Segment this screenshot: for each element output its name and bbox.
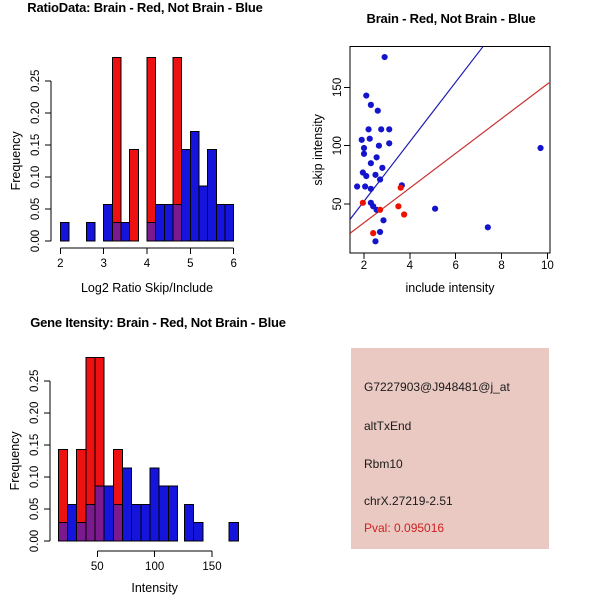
- info-panel: [351, 348, 549, 549]
- svg-text:4: 4: [143, 258, 151, 270]
- chromosome-location-text: chrX.27219-2.51: [364, 494, 453, 508]
- svg-text:Intensity: Intensity: [131, 581, 178, 595]
- svg-text:100: 100: [332, 136, 344, 156]
- svg-text:2: 2: [57, 258, 64, 270]
- svg-text:0.20: 0.20: [30, 101, 42, 124]
- svg-text:skip intensity: skip intensity: [311, 114, 325, 186]
- svg-text:50: 50: [90, 561, 104, 573]
- svg-text:5: 5: [187, 258, 194, 270]
- svg-text:0.15: 0.15: [30, 133, 42, 157]
- svg-text:6: 6: [230, 258, 237, 270]
- svg-text:3: 3: [100, 258, 107, 270]
- svg-text:0.10: 0.10: [29, 465, 41, 489]
- gene-name-text: Rbm10: [364, 457, 403, 471]
- svg-text:0.05: 0.05: [30, 197, 42, 221]
- svg-text:Frequency: Frequency: [9, 131, 23, 191]
- svg-text:0.15: 0.15: [29, 433, 41, 457]
- gene-hist-group: [8, 358, 238, 595]
- svg-text:6: 6: [452, 260, 459, 272]
- svg-text:2: 2: [360, 260, 368, 272]
- probe-id-text: G7227903@J948481@j_at: [364, 380, 510, 394]
- pval-text: Pval: 0.095016: [364, 521, 445, 535]
- svg-text:Frequency: Frequency: [8, 431, 22, 491]
- scatter-group: [311, 47, 554, 295]
- svg-text:0.20: 0.20: [29, 401, 41, 424]
- svg-text:0.10: 0.10: [30, 165, 42, 189]
- svg-text:0.00: 0.00: [30, 229, 42, 253]
- svg-text:0.25: 0.25: [29, 369, 41, 392]
- ratio-hist-title: RatioData: Brain - Red, Not Brain - Blue: [27, 0, 263, 15]
- svg-text:8: 8: [498, 260, 505, 272]
- svg-text:0.25: 0.25: [30, 69, 42, 92]
- svg-text:0.05: 0.05: [29, 497, 41, 521]
- svg-text:include intensity: include intensity: [405, 281, 495, 295]
- scatter-title: Brain - Red, Not Brain - Blue: [366, 11, 536, 26]
- splice-type-text: altTxEnd: [364, 419, 412, 433]
- svg-text:150: 150: [202, 561, 222, 573]
- svg-text:4: 4: [406, 260, 414, 272]
- ratio-hist-group: [9, 58, 237, 295]
- svg-text:10: 10: [541, 260, 554, 272]
- svg-text:Log2 Ratio Skip/Include: Log2 Ratio Skip/Include: [80, 281, 214, 295]
- gene-hist-title: Gene Itensity: Brain - Red, Not Brain - Blue: [30, 315, 286, 330]
- svg-text:0.00: 0.00: [29, 529, 41, 553]
- svg-text:150: 150: [332, 77, 344, 97]
- svg-text:50: 50: [332, 197, 344, 211]
- svg-text:100: 100: [145, 561, 165, 573]
